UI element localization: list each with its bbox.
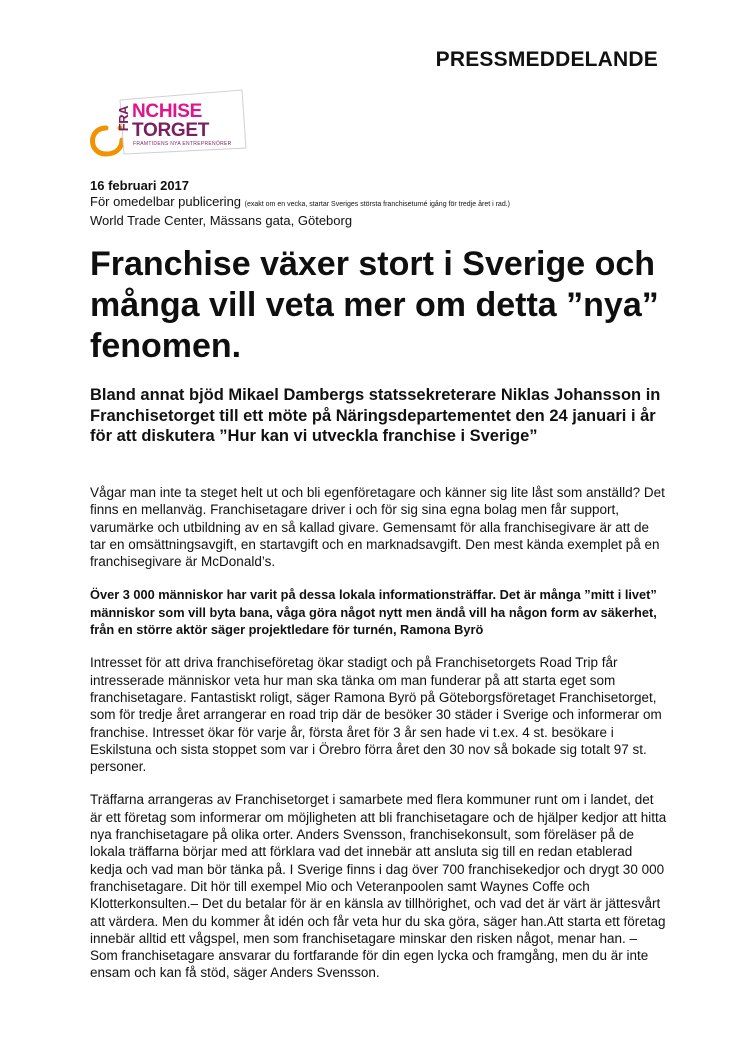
release-meta (90, 178, 510, 229)
body-paragraph: Intresset för att driva franchiseföretag ökar stadigt och på Franchisetorgets Road Trip får intresserade människor veta hur man ska tänka om man funderar på att starta eget som franchisetagare. Fantastiskt roligt, säger Ramona Byrö på Göteborgsföretaget Franchisetorget, som för tredje året arrangerar en road trip där de besöker 30 städer i Sverige och informerar om franchise. Intresset ökar för varje år, första året för 3 år sen hade vi t.ex. 4 st. besökare i Eskilstuna och sista stoppet som var i Örebro förra året den 30 nov så bokade sig totalt 97 st. personer. (90, 655, 662, 775)
article-lead: Bland annat bjöd Mikael Dambergs statssekreterare Niklas Johansson in Franchisetorget till ett möte på Näringsdepartementet den 24 januari i år för att diskutera ”Hur kan vi utveckla franchise i Sverige” (90, 386, 661, 445)
body-paragraph: Träffarna arrangeras av Franchisetorget i samarbete med flera kommuner runt om i landet, det är ett företag som informerar om möjligheten att bli franchisetagare och de hjälper kedjor att hitta nya franchisetagare på olika orter. Anders Svensson, franchisekonsult, som föreläser på de lokala träffarna börjar med att förklara vad det innebär att ansluta sig till en redan etablerad kedja och vad man bör tänka på. I Sverige finns i dag över 700 franchisekedjor och drygt 30 000 franchisetagare. Dit hör till exempel Mio och Veteranpoolen samt Waynes Coffe och Klotterkonsulten.– Det du betalar för är en känsla av tillhörighet, och vad det är värt är jättesvårt att värdera. Men du kommer åt idén och får veta hur du ska göra, säger han.Att starta ett företag innebär alltid ett vågspel, men som franchisetagare minskar den risken något, menar han. – Som franchisetagare ansvarar du fortfarande för din egen lycka och framgång, men du är inte ensam och kan få stöd, säger Anders Svensson. (90, 792, 667, 981)
logo-text-fra: FRA (116, 106, 131, 132)
publication-line (90, 194, 510, 213)
publication-note: (exakt om en vecka, startar Sveriges största franchiseturné igång för tredje året i rad.) (244, 201, 510, 208)
body-paragraph: Vågar man inte ta steget helt ut och bli egenföretagare och känner sig lite låst som anställd? Det finns en mellanväg. Franchisetagare driver i och för sig sina egna bolag men får support, varumärke och utbildning av en så kallad givare. Gemensamt för alla franchisegivare är att de tar en omsättningsavgift, en startavgift och en marknadsavgift. Den mest kända exemplet på en franchisegivare är McDonald’s. (90, 485, 665, 570)
body-paragraph-quote: Över 3 000 människor har varit på dessa lokala informationsträffar. Det är många ”mitt i livet” människor som vill byta bana, våga göra något nytt men ändå vill ha någon form av säkerhet, från en större aktör säger projektledare för turnén, Ramona Byrö (90, 587, 657, 638)
logo-text-nchise: NCHISE (132, 101, 202, 122)
franchisetorget-logo (84, 88, 249, 160)
logo-text-torget: TORGET (132, 120, 210, 141)
release-location: World Trade Center, Mässans gata, Göteborg (90, 213, 353, 228)
article-body (90, 484, 668, 998)
publication-status: För omedelbar publicering (90, 194, 242, 209)
article-title: Franchise växer stort i Sverige och många vill veta mer om detta ”nya” fenomen. (90, 245, 659, 365)
logo-orange-swoosh (93, 128, 123, 154)
press-release-label: PRESSMEDDELANDE (435, 48, 658, 71)
logo-tagline: FRAMTIDENS NYA ENTREPRENÖRER (133, 141, 232, 147)
release-date: 16 februari 2017 (90, 178, 190, 193)
